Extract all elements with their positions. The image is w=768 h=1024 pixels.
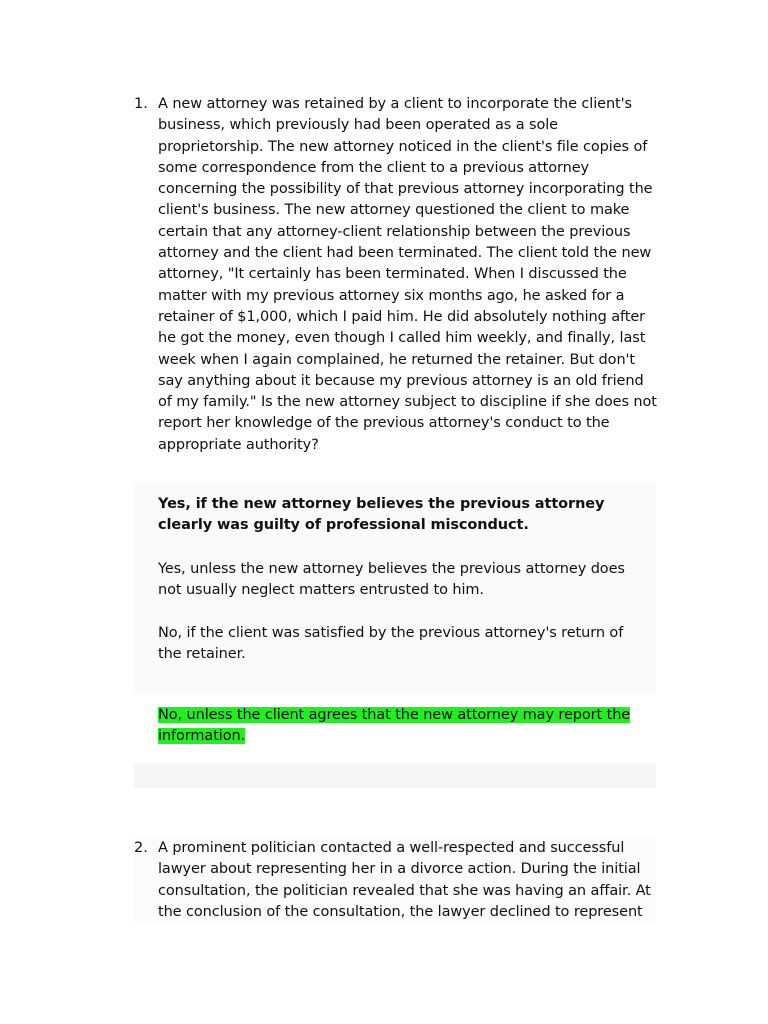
shading-stripe bbox=[134, 763, 656, 788]
answer-option-a[interactable]: Yes, if the new attorney believes the previous attorney clearly was guilty of professional misconduct. bbox=[158, 496, 605, 534]
question-number: 1. bbox=[134, 96, 148, 112]
answer-option-d[interactable] bbox=[158, 705, 648, 748]
highlighted-answer-text: No, unless the client agrees that the new attorney may report the information. bbox=[158, 707, 631, 745]
question-number: 2. bbox=[134, 840, 148, 856]
question-text: A new attorney was retained by a client to incorporate the client's business, which previously had been operated as a sole proprietorship. The new attorney noticed in the client's file copies of some correspondence from the client to a previous attorney concerning the possibility of that previous attorney incorporating the client's business. The new attorney questioned the client to make certain that any attorney-client relationship between the previous attorney and the client had been terminated. The client told the new attorney, "It certainly has been terminated. When I discussed the matter with my previous attorney six months ago, he asked for a retainer of $1,000, which I paid him. He did absolutely nothing after he got the money, even though I called him weekly, and finally, last week when I again complained, he returned the retainer. But don't say anything about it because my previous attorney is an old friend of my family." Is the new attorney subject to discipline if she does not report her knowledge of the previous attorney's conduct to the appropriate authority? bbox=[158, 96, 657, 453]
answer-option-b[interactable]: Yes, unless the new attorney believes the previous attorney does not usually neglect matters entrusted to him. bbox=[158, 561, 625, 599]
answer-option-c[interactable]: No, if the client was satisfied by the previous attorney's return of the retainer. bbox=[158, 625, 624, 663]
question-text: A prominent politician contacted a well-respected and successful lawyer about representing her in a divorce action. During the initial consultation, the politician revealed that she was having an affair. At the conclusion of the consultation, the lawyer declined to represent bbox=[158, 840, 651, 920]
